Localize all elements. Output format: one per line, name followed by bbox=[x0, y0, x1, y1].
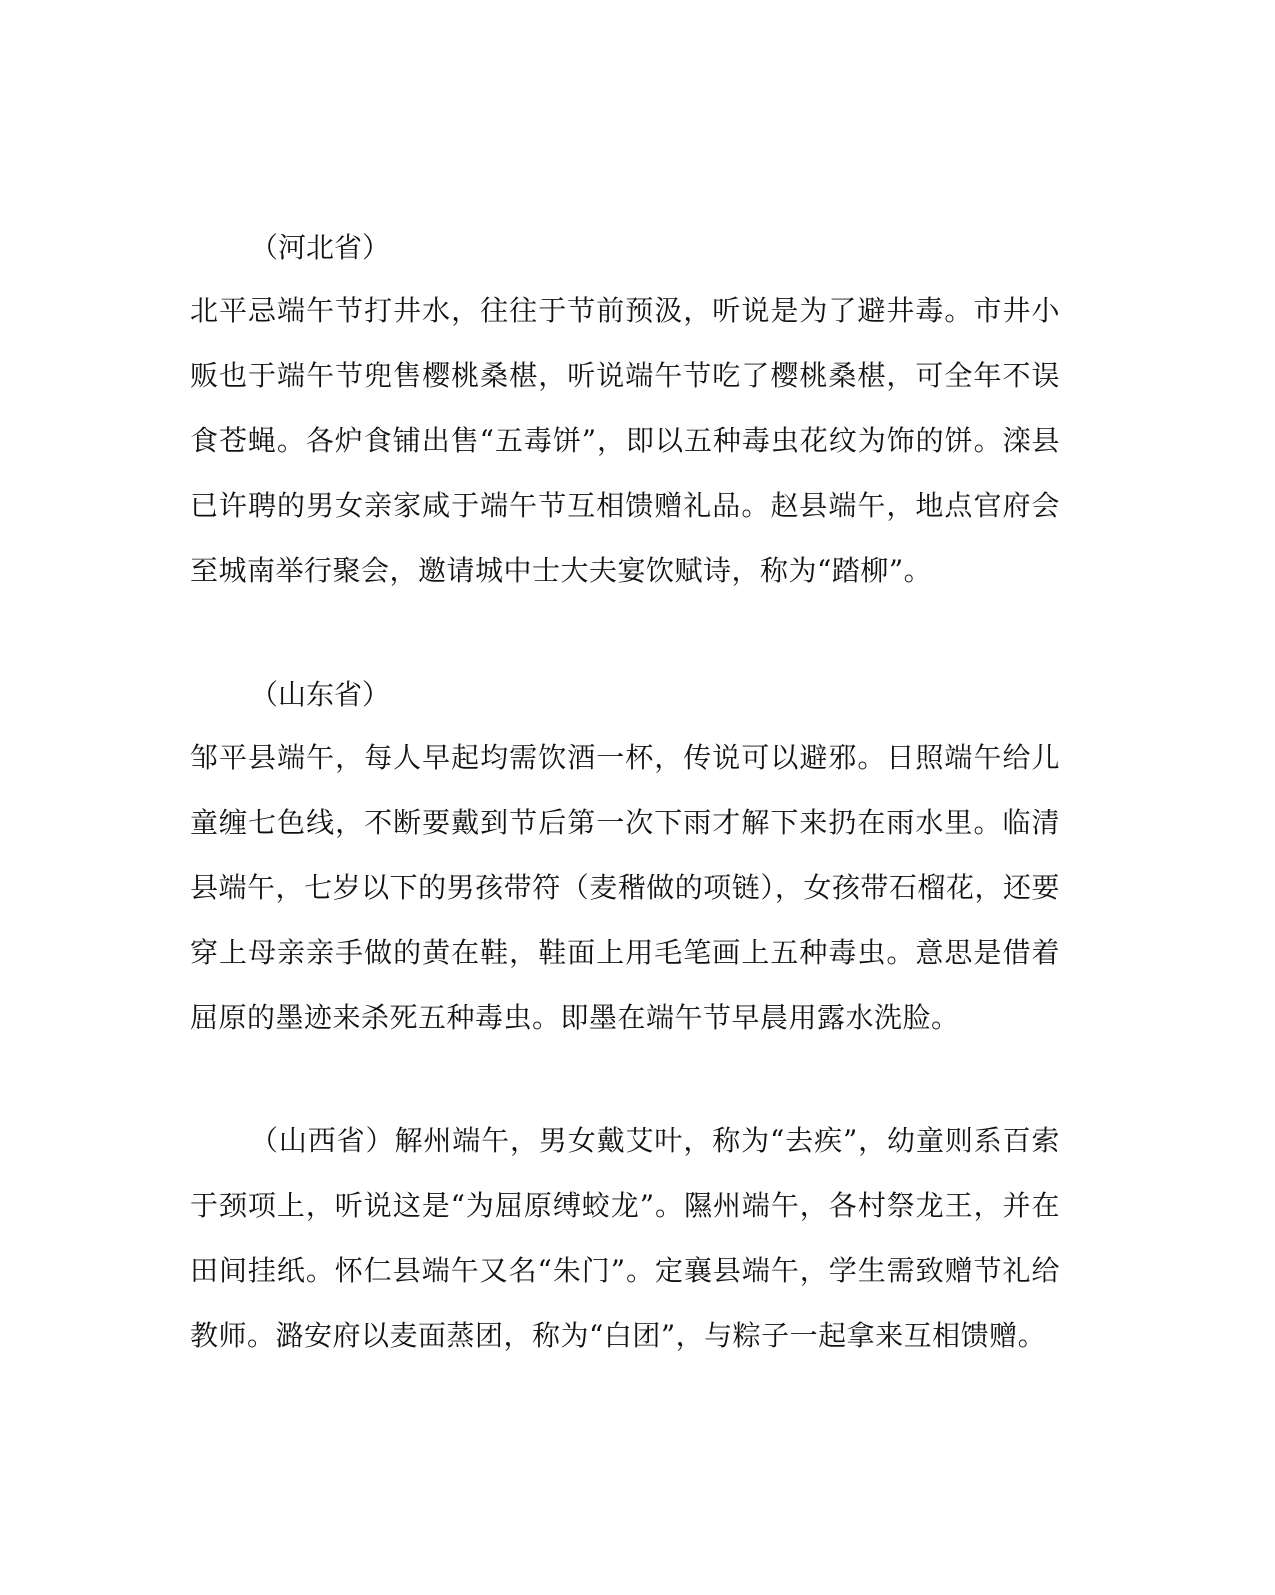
paragraph-shandong: 邹平县端午，每人早起均需饮酒一杯，传说可以避邪。日照端午给儿童缠七色线，不断要戴到节后第一次下雨才解下来扔在雨水里。临清县端午，七岁以下的男孩带符（麦稭做的项链），女孩带石榴花，还要穿上母亲亲手做的黄在鞋，鞋面上用毛笔画上五种毒虫。意思是借着屈原的墨迹来杀死五种毒虫。即墨在端午节早晨用露水洗脸。 bbox=[190, 741, 1060, 1034]
paragraph-hebei: 北平忌端午节打井水，往往于节前预汲，听说是为了避井毒。市井小贩也于端午节兜售樱桃桑椹，听说端午节吃了樱桃桑椹，可全年不误食苍蝇。各炉食铺出售“五毒饼”，即以五种毒虫花纹为饰的饼。滦县已许聘的男女亲家咸于端午节互相馈赠礼品。赵县端午，地点官府会至城南举行聚会，邀请城中士大夫宴饮赋诗，称为“踏柳”。 bbox=[190, 294, 1060, 587]
section-heading-shandong: （山东省） bbox=[250, 678, 391, 711]
paragraph-shanxi: （山西省）解州端午，男女戴艾叶，称为“去疾”，幼童则系百索于颈项上，听说这是“为屈原缚蛟龙”。隰州端午，各村祭龙王，并在田间挂纸。怀仁县端午又名“朱门”。定襄县端午，学生需致赠节礼给教师。潞安府以麦面蒸团，称为“白团”，与粽子一起拿来互相馈赠。 bbox=[190, 1124, 1060, 1352]
section-heading-hebei: （河北省） bbox=[250, 231, 391, 264]
